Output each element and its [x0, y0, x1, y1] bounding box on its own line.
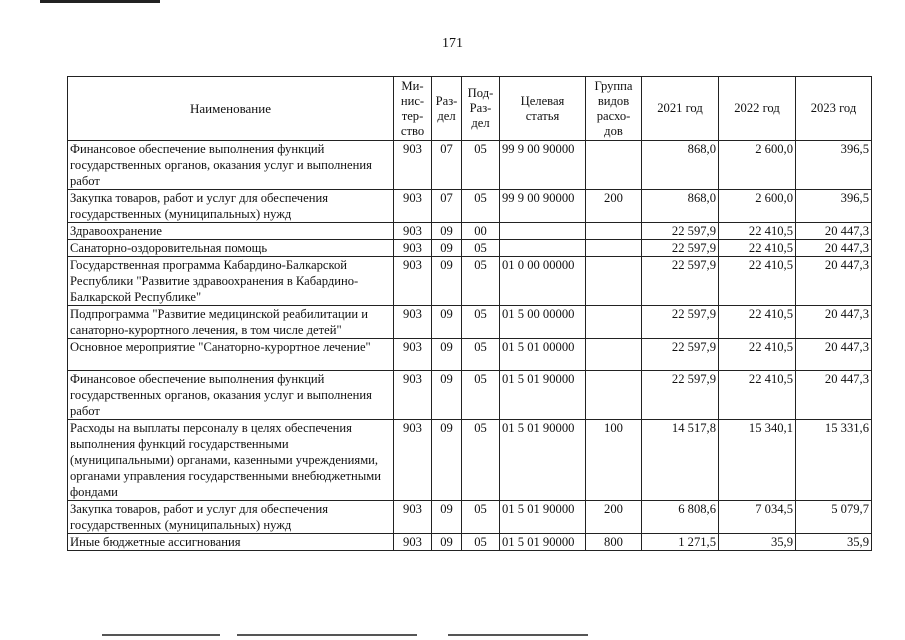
cell-2023: 20 447,3: [796, 257, 872, 306]
cell-target-article: [500, 240, 586, 257]
cell-expense-group: [586, 240, 642, 257]
table-row: [68, 339, 872, 371]
cell-2023: 20 447,3: [796, 306, 872, 339]
cell-target-article: 01 5 00 00000: [500, 306, 586, 339]
budget-table: [67, 76, 872, 551]
header-2022: 2022 год: [719, 77, 796, 141]
cell-target-article: 99 9 00 90000: [500, 190, 586, 223]
cell-target-article: 01 5 01 90000: [500, 371, 586, 420]
cell-name: Государственная программа Кабардино-Балкарской Республики "Развитие здравоохранения в Кабардино-Балкарской Республике": [68, 257, 394, 306]
header-target-article: Целевая статья: [500, 77, 586, 141]
cell-2023: 20 447,3: [796, 371, 872, 420]
cell-section: 07: [432, 190, 462, 223]
cell-name: Расходы на выплаты персоналу в целях обеспечения выполнения функций государственными (муниципальными) органами, казенными учреждениями, органами управления государственными внебюджетными фондами: [68, 420, 394, 501]
cell-2023: 20 447,3: [796, 223, 872, 240]
table-row: [68, 257, 872, 306]
table-body: [68, 141, 872, 551]
cell-2022: 7 034,5: [719, 501, 796, 534]
cell-2021: 1 271,5: [642, 534, 719, 551]
cell-subsection: 05: [462, 257, 500, 306]
cell-name: Основное мероприятие "Санаторно-курортное лечение": [68, 339, 394, 371]
cell-target-article: 01 0 00 00000: [500, 257, 586, 306]
bottom-rule-right: [448, 634, 588, 636]
cell-name: Закупка товаров, работ и услуг для обеспечения государственных (муниципальных) нужд: [68, 190, 394, 223]
table-row: [68, 306, 872, 339]
cell-2022: 22 410,5: [719, 371, 796, 420]
cell-2021: 868,0: [642, 141, 719, 190]
cell-2023: 396,5: [796, 190, 872, 223]
cell-subsection: 00: [462, 223, 500, 240]
cell-subsection: 05: [462, 339, 500, 371]
cell-target-article: 01 5 01 90000: [500, 501, 586, 534]
cell-target-article: 01 5 01 90000: [500, 420, 586, 501]
cell-2022: 22 410,5: [719, 339, 796, 371]
table-row: [68, 420, 872, 501]
cell-expense-group: [586, 306, 642, 339]
cell-section: 09: [432, 223, 462, 240]
cell-ministry: 903: [394, 371, 432, 420]
cell-2021: 22 597,9: [642, 257, 719, 306]
cell-subsection: 05: [462, 190, 500, 223]
cell-subsection: 05: [462, 306, 500, 339]
cell-target-article: 01 5 01 00000: [500, 339, 586, 371]
header-subsection: Под- Раз- дел: [462, 77, 500, 141]
cell-2022: 2 600,0: [719, 141, 796, 190]
cell-2023: 5 079,7: [796, 501, 872, 534]
cell-2021: 22 597,9: [642, 223, 719, 240]
cell-2021: 22 597,9: [642, 240, 719, 257]
top-edge-rule: [40, 0, 160, 3]
cell-target-article: 01 5 01 90000: [500, 534, 586, 551]
cell-section: 09: [432, 257, 462, 306]
cell-section: 09: [432, 371, 462, 420]
cell-expense-group: 200: [586, 501, 642, 534]
cell-name: Закупка товаров, работ и услуг для обеспечения государственных (муниципальных) нужд: [68, 501, 394, 534]
table-row: [68, 141, 872, 190]
cell-expense-group: [586, 141, 642, 190]
cell-expense-group: 200: [586, 190, 642, 223]
cell-2022: 22 410,5: [719, 223, 796, 240]
cell-2022: 22 410,5: [719, 257, 796, 306]
cell-subsection: 05: [462, 420, 500, 501]
table-row: [68, 501, 872, 534]
cell-ministry: 903: [394, 534, 432, 551]
cell-ministry: 903: [394, 339, 432, 371]
cell-subsection: 05: [462, 240, 500, 257]
table-row: [68, 240, 872, 257]
bottom-rule-middle: [237, 634, 417, 636]
cell-2021: 6 808,6: [642, 501, 719, 534]
cell-ministry: 903: [394, 257, 432, 306]
cell-expense-group: 100: [586, 420, 642, 501]
cell-name: Финансовое обеспечение выполнения функций государственных органов, оказания услуг и выполнения работ: [68, 371, 394, 420]
cell-name: Здравоохранение: [68, 223, 394, 240]
cell-ministry: 903: [394, 501, 432, 534]
table-row: [68, 371, 872, 420]
cell-target-article: 99 9 00 90000: [500, 141, 586, 190]
cell-ministry: 903: [394, 141, 432, 190]
cell-expense-group: [586, 339, 642, 371]
cell-ministry: 903: [394, 240, 432, 257]
cell-target-article: [500, 223, 586, 240]
table-row: [68, 534, 872, 551]
cell-name: Подпрограмма "Развитие медицинской реабилитации и санаторно-курортного лечения, в том числе детей": [68, 306, 394, 339]
header-expense-group: Группа видов расхо- дов: [586, 77, 642, 141]
cell-ministry: 903: [394, 190, 432, 223]
cell-name: Иные бюджетные ассигнования: [68, 534, 394, 551]
header-row: [68, 77, 872, 141]
cell-2021: 22 597,9: [642, 371, 719, 420]
cell-section: 09: [432, 339, 462, 371]
header-2023: 2023 год: [796, 77, 872, 141]
cell-2022: 22 410,5: [719, 306, 796, 339]
cell-2023: 35,9: [796, 534, 872, 551]
cell-section: 09: [432, 534, 462, 551]
cell-2021: 22 597,9: [642, 306, 719, 339]
cell-2022: 35,9: [719, 534, 796, 551]
cell-expense-group: [586, 371, 642, 420]
header-2021: 2021 год: [642, 77, 719, 141]
cell-2023: 20 447,3: [796, 339, 872, 371]
bottom-rule-left: [102, 634, 220, 636]
cell-expense-group: [586, 223, 642, 240]
cell-ministry: 903: [394, 223, 432, 240]
cell-name: Санаторно-оздоровительная помощь: [68, 240, 394, 257]
cell-subsection: 05: [462, 371, 500, 420]
cell-section: 09: [432, 240, 462, 257]
cell-name: Финансовое обеспечение выполнения функций государственных органов, оказания услуг и выполнения работ: [68, 141, 394, 190]
cell-2021: 14 517,8: [642, 420, 719, 501]
cell-subsection: 05: [462, 501, 500, 534]
cell-2023: 396,5: [796, 141, 872, 190]
header-ministry: Ми- нис- тер- ство: [394, 77, 432, 141]
header-section: Раз- дел: [432, 77, 462, 141]
cell-2021: 868,0: [642, 190, 719, 223]
cell-2022: 22 410,5: [719, 240, 796, 257]
cell-2022: 15 340,1: [719, 420, 796, 501]
cell-ministry: 903: [394, 420, 432, 501]
cell-section: 09: [432, 306, 462, 339]
cell-2023: 15 331,6: [796, 420, 872, 501]
page-number: 171: [442, 36, 463, 51]
cell-expense-group: [586, 257, 642, 306]
cell-2021: 22 597,9: [642, 339, 719, 371]
cell-ministry: 903: [394, 306, 432, 339]
cell-subsection: 05: [462, 141, 500, 190]
cell-2023: 20 447,3: [796, 240, 872, 257]
cell-section: 09: [432, 501, 462, 534]
cell-section: 07: [432, 141, 462, 190]
cell-expense-group: 800: [586, 534, 642, 551]
cell-subsection: 05: [462, 534, 500, 551]
table-row: [68, 190, 872, 223]
cell-section: 09: [432, 420, 462, 501]
header-name: Наименование: [68, 77, 394, 141]
table-row: [68, 223, 872, 240]
cell-2022: 2 600,0: [719, 190, 796, 223]
